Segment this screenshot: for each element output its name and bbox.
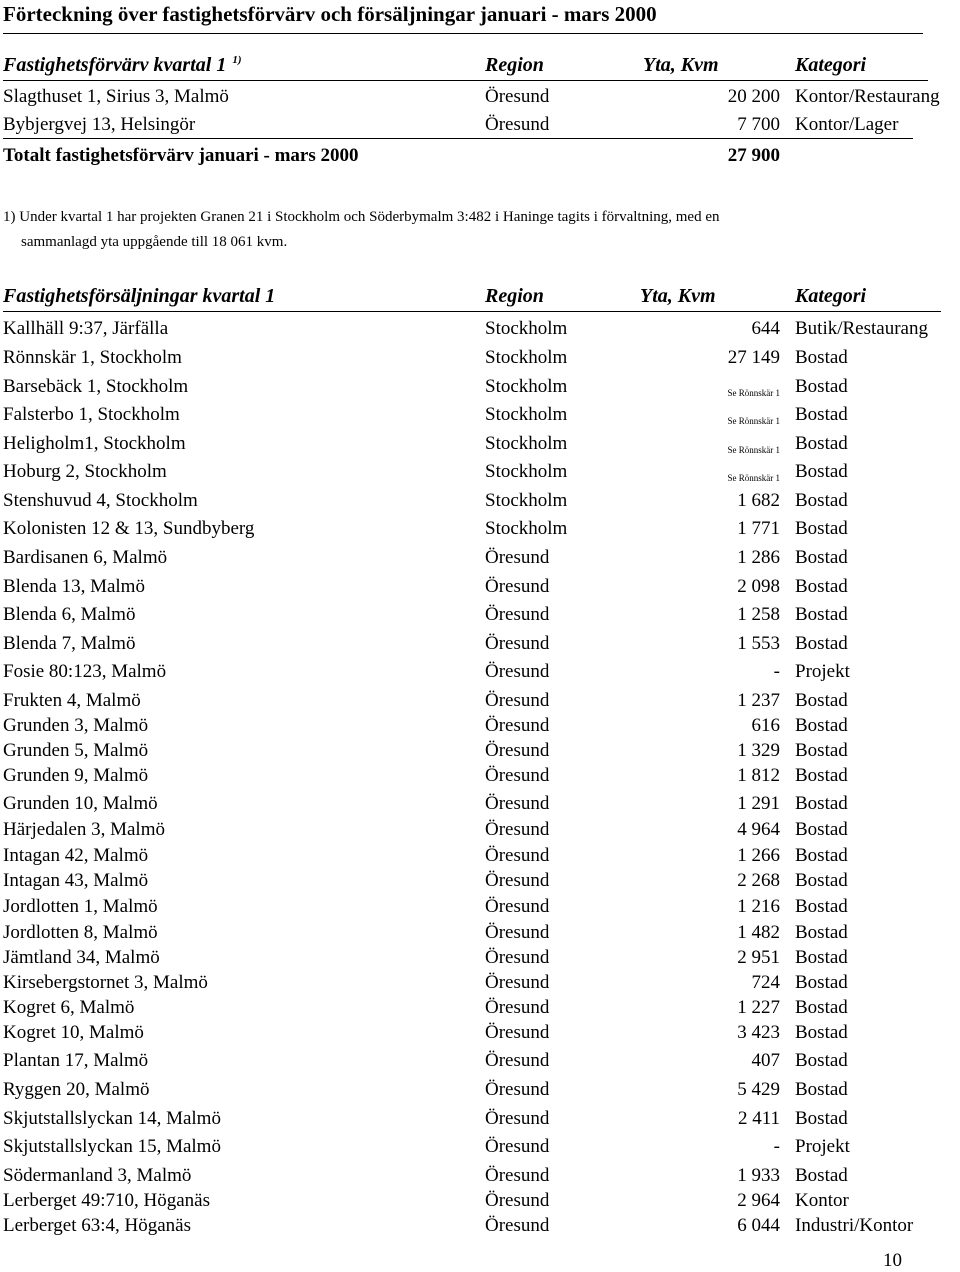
sale-name-cell: Blenda 7, Malmö — [3, 633, 136, 654]
sale-kategori-cell: Bostad — [795, 765, 848, 786]
sale-name-cell: Fosie 80:123, Malmö — [3, 661, 167, 682]
sale-yta-cell: 1 258 — [737, 604, 780, 625]
sale-region-cell: Öresund — [485, 715, 550, 736]
sale-name-cell: Skjutstallslyckan 14, Malmö — [3, 1108, 221, 1129]
sale-name-cell: Skjutstallslyckan 15, Malmö — [3, 1136, 221, 1157]
sale-yta-cell: 2 411 — [737, 1108, 780, 1129]
sale-region-cell: Öresund — [485, 845, 550, 866]
sale-kategori-cell: Bostad — [795, 1050, 848, 1071]
sale-name-cell: Bardisanen 6, Malmö — [3, 547, 168, 568]
sale-yta-cell: 1 286 — [737, 547, 780, 568]
acquisitions-total-label: Totalt fastighetsförvärv januari - mars 2000 — [3, 145, 359, 166]
acquisitions-header-name-text: Fastighetsförvärv kvartal 1 — [3, 54, 227, 76]
sales-header-yta: Yta, Kvm — [640, 285, 716, 307]
footnote-line-2: sammanlagd yta uppgående till 18 061 kvm. — [21, 234, 288, 250]
sale-kategori-cell: Bostad — [795, 433, 848, 454]
sale-kategori-cell: Bostad — [795, 870, 848, 891]
sale-name-cell: Grunden 10, Malmö — [3, 793, 158, 814]
acquisition-kategori-cell: Kontor/Restaurang — [795, 86, 940, 107]
sale-yta-cell: 5 429 — [737, 1079, 780, 1100]
sale-region-cell: Öresund — [485, 997, 550, 1018]
sale-kategori-cell: Bostad — [795, 347, 848, 368]
sale-yta-cell: - — [773, 661, 780, 682]
sale-kategori-cell: Bostad — [795, 690, 848, 711]
acquisition-name-cell: Bybjergvej 13, Helsingör — [3, 114, 196, 135]
sale-region-cell: Öresund — [485, 547, 550, 568]
sale-region-cell: Öresund — [485, 1022, 550, 1043]
sale-kategori-cell: Bostad — [795, 845, 848, 866]
sale-kategori-cell: Bostad — [795, 715, 848, 736]
sale-kategori-cell: Bostad — [795, 819, 848, 840]
sale-name-cell: Jordlotten 1, Malmö — [3, 896, 158, 917]
acquisition-region-cell: Öresund — [485, 86, 550, 107]
sale-name-cell: Stenshuvud 4, Stockholm — [3, 490, 198, 511]
sale-region-cell: Stockholm — [485, 404, 568, 425]
sales-header-name: Fastighetsförsäljningar kvartal 1 — [3, 285, 276, 307]
sale-yta-cell: 1 266 — [737, 845, 780, 866]
sale-kategori-cell: Bostad — [795, 740, 848, 761]
sale-region-cell: Öresund — [485, 1215, 550, 1236]
sale-kategori-cell: Bostad — [795, 896, 848, 917]
footnote-marker: 1) — [232, 54, 242, 67]
sale-kategori-cell: Bostad — [795, 604, 848, 625]
sale-region-cell: Öresund — [485, 1136, 550, 1157]
acquisitions-header-yta: Yta, Kvm — [643, 54, 719, 76]
sale-region-cell: Öresund — [485, 1190, 550, 1211]
sale-kategori-cell: Kontor — [795, 1190, 849, 1211]
sale-name-cell: Kirsebergstornet 3, Malmö — [3, 972, 208, 993]
sale-yta-cell: 1 237 — [737, 690, 780, 711]
sale-region-cell: Stockholm — [485, 518, 568, 539]
sale-yta-cell: 3 423 — [737, 1022, 780, 1043]
sale-region-cell: Öresund — [485, 690, 550, 711]
sale-yta-cell: Se Rönnskär 1 — [727, 416, 780, 426]
sale-yta-cell: 1 553 — [737, 633, 780, 654]
acquisition-yta-cell: 7 700 — [737, 114, 780, 135]
acquisition-region-cell: Öresund — [485, 114, 550, 135]
sale-name-cell: Jordlotten 8, Malmö — [3, 922, 158, 943]
sale-kategori-cell: Butik/Restaurang — [795, 318, 928, 339]
sale-region-cell: Öresund — [485, 870, 550, 891]
sale-kategori-cell: Bostad — [795, 793, 848, 814]
sale-name-cell: Blenda 13, Malmö — [3, 576, 145, 597]
acquisitions-header-region: Region — [485, 54, 544, 76]
sale-region-cell: Öresund — [485, 947, 550, 968]
sale-region-cell: Öresund — [485, 576, 550, 597]
sale-region-cell: Öresund — [485, 922, 550, 943]
acquisition-name-cell: Slagthuset 1, Sirius 3, Malmö — [3, 86, 229, 107]
acquisitions-bottom-rule — [3, 138, 913, 139]
sale-region-cell: Öresund — [485, 896, 550, 917]
sales-header-region: Region — [485, 285, 544, 307]
sale-kategori-cell: Bostad — [795, 461, 848, 482]
acquisitions-total-value: 27 900 — [727, 145, 780, 166]
page-number: 10 — [883, 1250, 902, 1271]
acquisition-kategori-cell: Kontor/Lager — [795, 114, 899, 135]
sale-name-cell: Rönnskär 1, Stockholm — [3, 347, 182, 368]
sale-yta-cell: 724 — [751, 972, 780, 993]
sale-name-cell: Blenda 6, Malmö — [3, 604, 136, 625]
footnote — [3, 205, 903, 255]
sale-yta-cell: Se Rönnskär 1 — [727, 473, 780, 483]
sale-kategori-cell: Bostad — [795, 972, 848, 993]
sales-header-kategori: Kategori — [795, 285, 867, 307]
sale-name-cell: Frukten 4, Malmö — [3, 690, 141, 711]
sales-header-rule — [3, 311, 941, 312]
sale-kategori-cell: Bostad — [795, 404, 848, 425]
sale-yta-cell: 1 812 — [737, 765, 780, 786]
sale-yta-cell: Se Rönnskär 1 — [727, 388, 780, 398]
sale-kategori-cell: Bostad — [795, 947, 848, 968]
sale-region-cell: Stockholm — [485, 347, 568, 368]
sale-kategori-cell: Bostad — [795, 1108, 848, 1129]
sale-name-cell: Heligholm1, Stockholm — [3, 433, 186, 454]
sale-kategori-cell: Bostad — [795, 1022, 848, 1043]
sale-region-cell: Öresund — [485, 1050, 550, 1071]
sale-kategori-cell: Bostad — [795, 1079, 848, 1100]
sale-kategori-cell: Bostad — [795, 490, 848, 511]
sale-region-cell: Stockholm — [485, 376, 568, 397]
sale-region-cell: Öresund — [485, 1165, 550, 1186]
sale-region-cell: Öresund — [485, 1108, 550, 1129]
sale-name-cell: Södermanland 3, Malmö — [3, 1165, 192, 1186]
sale-yta-cell: - — [773, 1136, 780, 1157]
sale-name-cell: Härjedalen 3, Malmö — [3, 819, 165, 840]
sale-yta-cell: 1 482 — [737, 922, 780, 943]
sale-region-cell: Öresund — [485, 1079, 550, 1100]
sale-yta-cell: 616 — [751, 715, 780, 736]
sale-name-cell: Grunden 9, Malmö — [3, 765, 149, 786]
sale-yta-cell: 27 149 — [727, 347, 780, 368]
sale-region-cell: Öresund — [485, 604, 550, 625]
sale-kategori-cell: Industri/Kontor — [795, 1215, 914, 1236]
sale-region-cell: Öresund — [485, 765, 550, 786]
sale-name-cell: Barsebäck 1, Stockholm — [3, 376, 189, 397]
sale-yta-cell: 2 951 — [737, 947, 780, 968]
title-rule — [3, 33, 923, 34]
sale-kategori-cell: Bostad — [795, 633, 848, 654]
sale-region-cell: Öresund — [485, 661, 550, 682]
sale-region-cell: Stockholm — [485, 318, 568, 339]
sale-yta-cell: 2 268 — [737, 870, 780, 891]
sale-yta-cell: 1 682 — [737, 490, 780, 511]
sale-yta-cell: 2 098 — [737, 576, 780, 597]
sale-kategori-cell: Bostad — [795, 547, 848, 568]
sale-name-cell: Grunden 3, Malmö — [3, 715, 149, 736]
sale-yta-cell: 4 964 — [737, 819, 780, 840]
sale-yta-cell: 407 — [751, 1050, 780, 1071]
sale-kategori-cell: Projekt — [795, 661, 850, 682]
sale-yta-cell: 2 964 — [737, 1190, 780, 1211]
sale-kategori-cell: Projekt — [795, 1136, 850, 1157]
sale-yta-cell: Se Rönnskär 1 — [727, 445, 780, 455]
sale-region-cell: Öresund — [485, 819, 550, 840]
footnote-line-1: 1) Under kvartal 1 har projekten Granen 21 i Stockholm och Söderbymalm 3:482 i Haninge tagits i förvaltning, med en — [3, 209, 720, 225]
sale-region-cell: Öresund — [485, 633, 550, 654]
sale-name-cell: Plantan 17, Malmö — [3, 1050, 149, 1071]
sale-region-cell: Öresund — [485, 793, 550, 814]
sale-region-cell: Öresund — [485, 972, 550, 993]
sale-name-cell: Kogret 10, Malmö — [3, 1022, 144, 1043]
sale-kategori-cell: Bostad — [795, 376, 848, 397]
sale-name-cell: Kolonisten 12 & 13, Sundbyberg — [3, 518, 255, 539]
sale-yta-cell: 1 227 — [737, 997, 780, 1018]
sale-yta-cell: 1 216 — [737, 896, 780, 917]
sale-yta-cell: 6 044 — [737, 1215, 780, 1236]
acquisition-yta-cell: 20 200 — [727, 86, 780, 107]
acquisitions-header-kategori: Kategori — [795, 54, 867, 76]
sale-name-cell: Jämtland 34, Malmö — [3, 947, 160, 968]
sale-region-cell: Öresund — [485, 740, 550, 761]
sale-kategori-cell: Bostad — [795, 922, 848, 943]
sale-name-cell: Intagan 42, Malmö — [3, 845, 149, 866]
acquisitions-header-rule — [3, 80, 928, 81]
sale-region-cell: Stockholm — [485, 490, 568, 511]
sale-kategori-cell: Bostad — [795, 576, 848, 597]
sale-name-cell: Intagan 43, Malmö — [3, 870, 149, 891]
sale-yta-cell: 1 771 — [737, 518, 780, 539]
sale-name-cell: Lerberget 63:4, Höganäs — [3, 1215, 192, 1236]
sale-kategori-cell: Bostad — [795, 1165, 848, 1186]
sale-yta-cell: 1 291 — [737, 793, 780, 814]
sale-kategori-cell: Bostad — [795, 518, 848, 539]
sale-name-cell: Kogret 6, Malmö — [3, 997, 135, 1018]
sale-region-cell: Stockholm — [485, 461, 568, 482]
acquisitions-header-name — [3, 54, 242, 77]
sale-name-cell: Kallhäll 9:37, Järfälla — [3, 318, 169, 339]
sale-yta-cell: 1 933 — [737, 1165, 780, 1186]
sale-region-cell: Stockholm — [485, 433, 568, 454]
sale-name-cell: Hoburg 2, Stockholm — [3, 461, 167, 482]
sale-name-cell: Falsterbo 1, Stockholm — [3, 404, 180, 425]
sale-name-cell: Lerberget 49:710, Höganäs — [3, 1190, 211, 1211]
sale-name-cell: Ryggen 20, Malmö — [3, 1079, 150, 1100]
page-title: Förteckning över fastighetsförvärv och försäljningar januari - mars 2000 — [3, 2, 657, 26]
sale-kategori-cell: Bostad — [795, 997, 848, 1018]
sale-yta-cell: 1 329 — [737, 740, 780, 761]
sale-name-cell: Grunden 5, Malmö — [3, 740, 149, 761]
sale-yta-cell: 644 — [751, 318, 780, 339]
